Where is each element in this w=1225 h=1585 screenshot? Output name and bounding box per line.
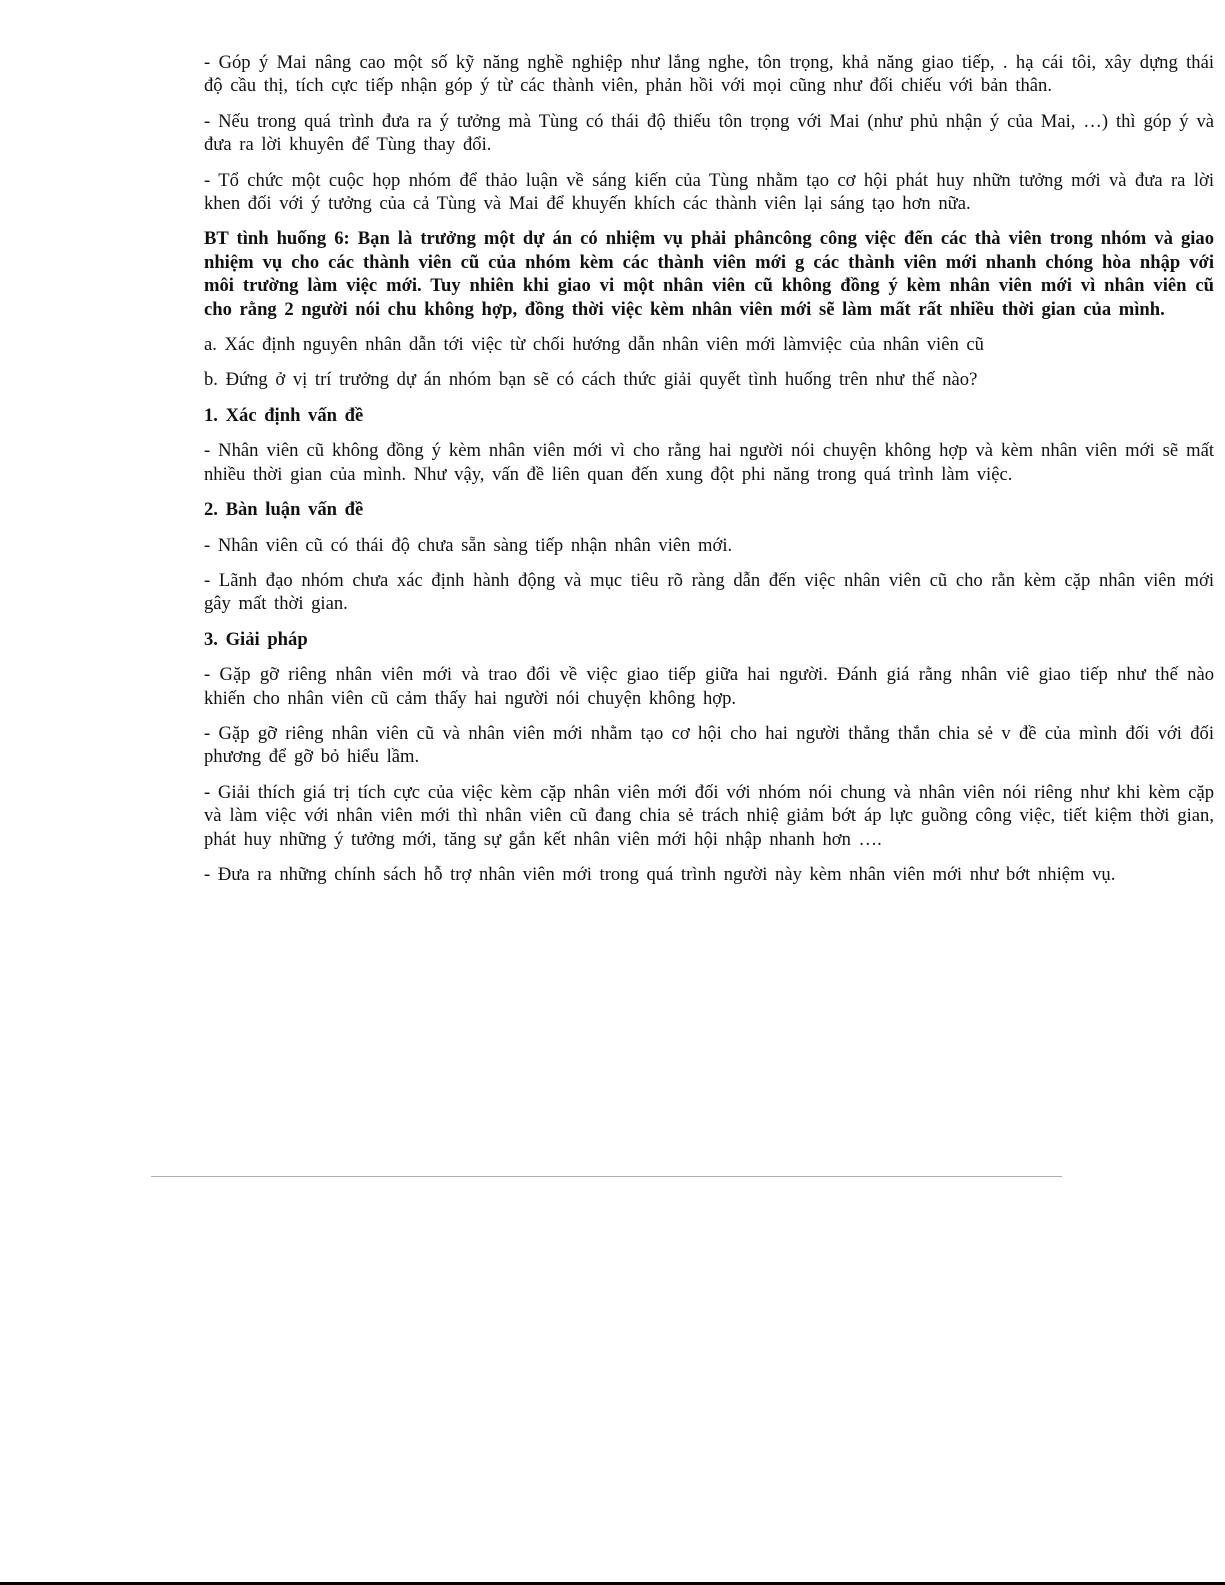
heading-discuss-problem: 2. Bàn luận vấn đề [204,499,364,521]
document-body [204,51,1214,898]
paragraph-problem-description: - Nhân viên cũ không đồng ý kèm nhân viên mới vì cho rằng hai người nói chuyện không hợp và kèm nhân viên mới sẽ mất nhiều thời gian của mình. Như vậy, vấn đề liên quan đến xung đột phi năng trong quá trình làm việc. [204,440,1214,485]
paragraph-solution-2: - Gặp gỡ riêng nhân viên cũ và nhân viên mới nhằm tạo cơ hội cho hai người thẳng thắn chia sẻ v đề của mình đối với đối phương để gỡ bỏ hiểu lầm. [204,722,1214,768]
question-b: b. Đứng ở vị trí trưởng dự án nhóm bạn sẽ có cách thức giải quyết tình huống trên như thế nào? [204,369,978,391]
case-study-6-prompt: BT tình huống 6: Bạn là trưởng một dự án có nhiệm vụ phải phâncông công việc đến các thà viên trong nhóm và giao nhiệm vụ cho các thành viên cũ của nhóm kèm các thành viên mới g các thành viên mới nhanh chóng hòa nhập với môi trường làm việc mới. Tuy nhiên khi giao vi một nhân viên cũ không đồng ý kèm nhân viên mới vì nhân viên cũ cho rằng 2 người nói chu không hợp, đồng thời việc kèm nhân viên mới sẽ làm mất rất nhiều thời gian của mình. [204,228,1214,320]
footer-divider [151,1176,1062,1177]
heading-identify-problem: 1. Xác định vấn đề [204,404,364,426]
question-a: a. Xác định nguyên nhân dẫn tới việc từ chối hướng dẫn nhân viên mới làmviệc của nhân viên cũ [204,334,984,356]
paragraph-discussion-2: - Lãnh đạo nhóm chưa xác định hành động và mục tiêu rõ ràng dẫn đến việc nhân viên cũ cho rằn kèm cặp nhân viên mới gây mất thời gian. [204,569,1214,615]
paragraph-solution-3: - Giải thích giá trị tích cực của việc kèm cặp nhân viên mới đối với nhóm nói chung và nhân viên nói riêng như khi kèm cặp và làm việc với nhân viên mới thì nhân viên cũ đang chia sẻ trách nhiệ giảm bớt áp lực guồng công việc, tiết kiệm thời gian, phát huy những ý tưởng mới, tăng sự gắn kết nhân viên mới hội nhập nhanh hơn …. [204,781,1214,850]
heading-solution: 3. Giải pháp [204,628,308,650]
paragraph-feedback-mai: - Góp ý Mai nâng cao một số kỹ năng nghề nghiệp như lắng nghe, tôn trọng, khả năng giao tiếp, . hạ cái tôi, xây dựng thái độ cầu thị, tích cực tiếp nhận góp ý từ các thành viên, phản hồi với mọi cũng như đối chiếu với bản thân. [204,52,1214,97]
paragraph-discussion-1: - Nhân viên cũ có thái độ chưa sẵn sàng tiếp nhận nhân viên mới. [204,534,733,556]
text-column [204,51,1214,886]
paragraph-solution-4: - Đưa ra những chính sách hỗ trợ nhân viên mới trong quá trình người này kèm nhân viên mới như bớt nhiệm vụ. [204,863,1116,885]
paragraph-advice-tung: - Nếu trong quá trình đưa ra ý tưởng mà Tùng có thái độ thiếu tôn trọng với Mai (như phủ nhận ý của Mai, …) thì góp ý và đưa ra lời khuyên để Tùng thay đổi. [204,110,1214,156]
paragraph-group-meeting: - Tổ chức một cuộc họp nhóm để thảo luận về sáng kiến của Tùng nhằm tạo cơ hội phát huy nhữn tưởng mới và đưa ra lời khen đối với ý tưởng của cả Tùng và Mai để khuyến khích các thành viên lại sáng tạo hơn nữa. [204,169,1214,215]
paragraph-solution-1: - Gặp gỡ riêng nhân viên mới và trao đổi về việc giao tiếp giữa hai người. Đánh giá rằng nhân viê giao tiếp như thế nào khiến cho nhân viên cũ cảm thấy hai người nói chuyện không hợp. [204,664,1214,709]
